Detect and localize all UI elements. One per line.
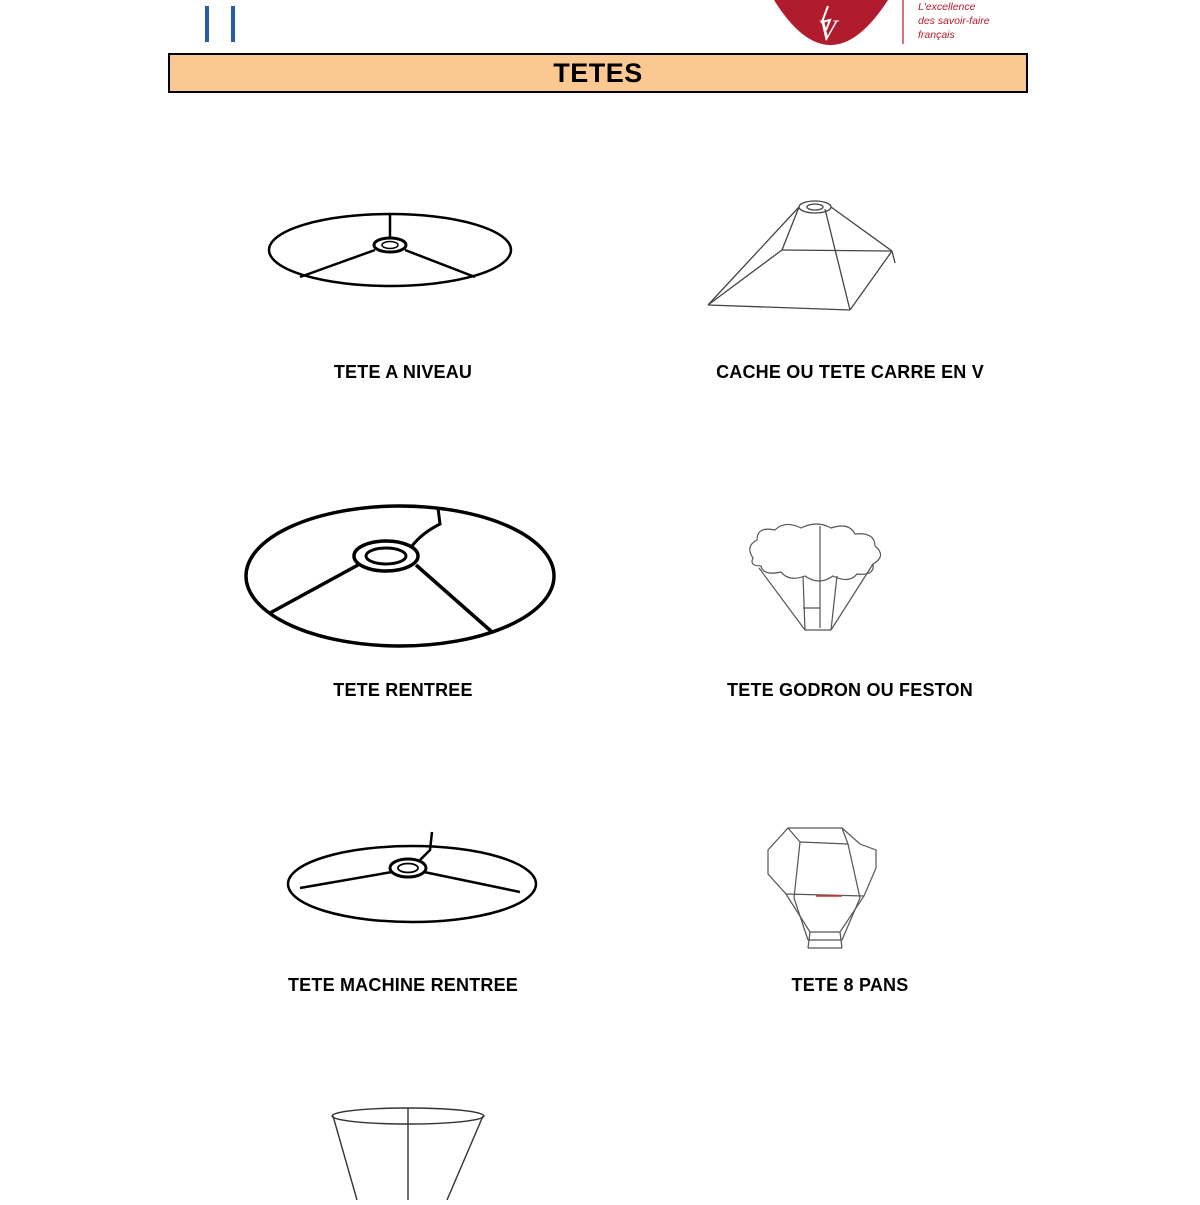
page-title: TETES [168,53,1028,93]
tete-godron-figure [745,518,890,640]
caption-cache-tete-carre: CACHE OU TETE CARRE EN V [716,362,984,382]
caption-tete-a-niveau: TETE A NIVEAU [333,362,473,382]
tagline-line-3: français [918,29,955,41]
caption-tete-8-pans: TETE 8 PANS [791,975,909,995]
left-logo [200,0,260,46]
excellence-logo [770,0,1020,48]
tete-rentree-figure [240,498,560,653]
caption-tete-machine-rentree: TETE MACHINE RENTREE [287,975,518,995]
tagline [918,0,1028,42]
cache-tete-carre-figure [700,195,910,315]
tete-a-niveau-figure [260,205,520,300]
tete-8-pans-figure [760,822,885,957]
tagline-line-2: des savoir-faire [918,15,990,27]
caption-tete-godron: TETE GODRON OU FESTON [727,680,973,700]
logo-letter: V [818,14,837,47]
tete-machine-rentree-figure [280,828,545,928]
tete-cone-figure [325,1100,490,1200]
tagline-line-1: L'excellence [918,1,976,13]
caption-tete-rentree: TETE RENTREE [333,680,473,700]
